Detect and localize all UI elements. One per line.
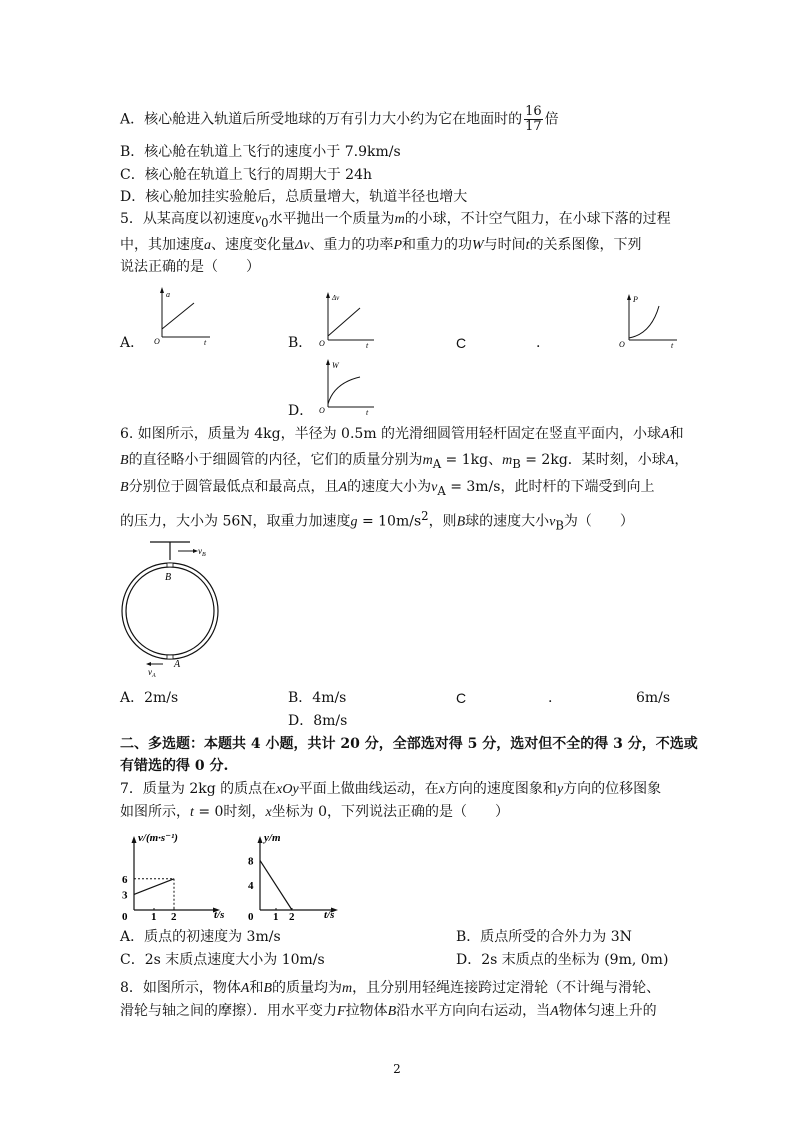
fraction-16-17 bbox=[524, 105, 543, 134]
q6-option-c-label: C bbox=[456, 690, 467, 706]
q6-text: 球的速度大小 bbox=[465, 513, 550, 530]
chart-x-axis-label: t/s bbox=[214, 909, 225, 921]
fraction-numerator: 16 bbox=[525, 104, 542, 119]
ball-a bbox=[167, 655, 173, 659]
q7-option-d: D．2s 末质点的坐标为 (9m, 0m) bbox=[456, 952, 669, 968]
q5-stem-line1 bbox=[120, 210, 671, 232]
q5-text: 的关系图像，下列 bbox=[529, 237, 642, 253]
graph-w-vs-t bbox=[316, 357, 386, 417]
q5-option-d-label: D． bbox=[288, 403, 314, 419]
q6-option-c-value: 6m/s bbox=[636, 690, 671, 706]
q7-text: 7．质量为 2kg 的质点在 bbox=[120, 781, 277, 797]
chart-y-axis-label: y/m bbox=[264, 832, 281, 844]
ball-b-label: B bbox=[165, 572, 172, 583]
var-b-obj: B bbox=[263, 981, 273, 996]
q8-text: 8．如图所示，物体 bbox=[120, 980, 241, 996]
y-axis-label: a bbox=[166, 290, 170, 299]
chart-x-axis-label: t/s bbox=[324, 909, 335, 921]
q4-option-b: B．核心舱在轨道上飞行的速度小于 7.9km/s bbox=[120, 144, 401, 160]
q7-option-c: C．2s 末质点速度大小为 10m/s bbox=[120, 952, 325, 968]
var-m: m bbox=[394, 212, 405, 227]
chart-y-tick-label: 6 bbox=[122, 873, 128, 886]
chart-x-tick-label: 0 bbox=[122, 911, 128, 923]
q5-text: 的小球，不计空气阻力，在小球下落的过程 bbox=[404, 211, 671, 227]
q7-text: = 0时刻， bbox=[193, 804, 266, 820]
var-a-obj: A bbox=[240, 981, 250, 996]
var-a: a bbox=[204, 238, 211, 253]
q6-text: ，则 bbox=[428, 513, 457, 530]
q5-option-c-label: C bbox=[456, 335, 467, 351]
q8-text: 拉物体 bbox=[345, 1003, 388, 1019]
q6-text: 分别位于圆管最低点和最高点，且 bbox=[128, 479, 339, 495]
q7-option-b: B．质点所受的合外力为 3N bbox=[456, 929, 632, 945]
q7-option-a: A．质点的初速度为 3m/s bbox=[120, 929, 281, 945]
q5-option-c-dot: . bbox=[536, 335, 541, 351]
q6-stem-line2 bbox=[120, 451, 688, 473]
var-v-a: v bbox=[431, 480, 438, 495]
q4-option-a bbox=[120, 105, 559, 134]
var-y: y bbox=[556, 782, 564, 797]
q6-stem-line3 bbox=[120, 478, 654, 500]
y-axis-arrow bbox=[326, 359, 330, 365]
q7-text: 方向的速度图象和 bbox=[444, 781, 557, 797]
q5-option-a-label: A． bbox=[120, 335, 145, 351]
velocity-a-symbol: v bbox=[148, 667, 152, 677]
q6-text: 的直径略小于细圆管的内径，它们的质量分别为 bbox=[128, 452, 423, 468]
var-g: g bbox=[350, 514, 358, 530]
var-dv: Δv bbox=[295, 238, 310, 253]
var-a-ball: A bbox=[665, 453, 675, 468]
x-axis-label: t bbox=[671, 341, 674, 350]
q6-text: 和 bbox=[669, 426, 684, 442]
q5-stem-line2 bbox=[120, 236, 642, 255]
var-x: x bbox=[438, 782, 445, 797]
var-w: W bbox=[472, 238, 484, 253]
q8-text: 和 bbox=[249, 980, 264, 996]
ball-b bbox=[167, 563, 173, 567]
var-m-a: m bbox=[422, 453, 433, 468]
q7-text: 坐标为 0，下列说法正确的是（ ） bbox=[271, 804, 510, 820]
velocity-b-sub: B bbox=[202, 552, 206, 558]
var-b-ball: B bbox=[120, 480, 129, 495]
var-m-b-sub: B bbox=[512, 456, 521, 471]
page-number: 2 bbox=[393, 1062, 401, 1076]
y-axis-arrow bbox=[160, 287, 164, 293]
q8-text: 物体匀速上升的 bbox=[558, 1003, 657, 1019]
x-axis-label: t bbox=[204, 338, 207, 347]
chart-y-tick-label: 8 bbox=[248, 855, 254, 868]
var-b-ball: B bbox=[120, 453, 129, 468]
q4-option-a-text: A．核心舱进入轨道后所受地球的万有引力大小约为它在地面时的 bbox=[120, 111, 523, 128]
chart-y-axis-label: v/(m·s⁻¹) bbox=[138, 832, 178, 844]
y-axis-label: P bbox=[633, 295, 638, 304]
q7-text: 平面上做曲线运动，在 bbox=[298, 781, 439, 797]
q5-text: 、速度变化量 bbox=[211, 237, 295, 253]
q6-text: = 3m/s，此时杆的下端受到向上 bbox=[445, 479, 655, 495]
y-axis-label: W bbox=[332, 361, 339, 370]
var-m-b: m bbox=[502, 453, 513, 468]
origin-label: O bbox=[154, 337, 160, 346]
q8-stem-line2 bbox=[120, 1002, 657, 1021]
q6-text: 6. 如图所示，质量为 4kg，半径为 0.5m 的光滑细圆管用轻杆固定在竖直平面内，小球 bbox=[120, 426, 662, 442]
q6-text: = 1kg、 bbox=[441, 452, 503, 468]
velocity-b-label bbox=[198, 546, 206, 558]
var-xoy: xOy bbox=[276, 782, 299, 797]
var-m: m bbox=[342, 981, 353, 996]
y-axis-label: Δv bbox=[332, 294, 340, 302]
q7-stem-line2 bbox=[120, 803, 509, 822]
circular-tube-diagram bbox=[118, 538, 228, 680]
q7-stem-line1 bbox=[120, 780, 661, 799]
q5-text: 与时间 bbox=[483, 237, 526, 253]
q6-text: ， bbox=[674, 452, 689, 468]
q8-text: 的质量均为 bbox=[272, 980, 343, 996]
graph-line bbox=[162, 303, 194, 329]
chart-x-tick-label: 0 bbox=[248, 911, 254, 923]
var-p: P bbox=[393, 238, 402, 253]
q5-text: 5．从某高度以初速度 bbox=[120, 211, 255, 227]
ball-a-label: A bbox=[174, 659, 181, 670]
velocity-a-arrowhead bbox=[146, 662, 151, 666]
graph-a-vs-t bbox=[150, 285, 220, 345]
x-axis-label: t bbox=[366, 341, 369, 350]
superscript-2: 2 bbox=[421, 509, 429, 523]
var-x: x bbox=[265, 805, 272, 820]
q6-option-c-dot: . bbox=[548, 690, 553, 706]
var-v0-sub: 0 bbox=[261, 215, 269, 230]
q6-text: = 10m/s bbox=[357, 513, 422, 530]
chart-y-tick-label: 4 bbox=[248, 880, 254, 893]
var-v0: v bbox=[254, 212, 262, 227]
x-axis-label: t bbox=[366, 408, 369, 417]
q6-option-b: B．4m/s bbox=[288, 690, 347, 706]
chart-x-tick-label: 1 bbox=[151, 911, 157, 923]
velocity-b-symbol: v bbox=[198, 546, 202, 556]
chart-y-arrow bbox=[132, 836, 137, 843]
q5-text: 和重力的功 bbox=[402, 237, 472, 253]
velocity-a-sub: A bbox=[152, 673, 156, 679]
chart-x-tick-label: 2 bbox=[289, 911, 295, 923]
origin-label: O bbox=[319, 406, 325, 415]
q6-option-d: D．8m/s bbox=[288, 713, 348, 729]
graph-dv-vs-t bbox=[316, 290, 386, 350]
chart-x-tick-label: 2 bbox=[171, 911, 177, 923]
q5-text: 、重力的功率 bbox=[309, 237, 394, 253]
q8-stem-line1 bbox=[120, 979, 660, 998]
graph-p-vs-t bbox=[617, 292, 687, 350]
q4-option-a-suffix: 倍 bbox=[544, 111, 559, 128]
var-t: t bbox=[190, 805, 194, 820]
fraction-denominator: 17 bbox=[525, 119, 542, 134]
q8-text: ，且分别用轻绳连接跨过定滑轮（不计绳与滑轮、 bbox=[352, 980, 661, 996]
vx-t-chart bbox=[118, 827, 248, 922]
velocity-a-label bbox=[148, 667, 156, 679]
q8-text: 滑轮与轴之间的摩擦）．用水平变力 bbox=[120, 1003, 337, 1019]
section-heading-line1: 二、多选题：本题共 4 小题，共计 20 分，全部选对得 5 分，选对但不全的得 3 分，不选或 bbox=[120, 736, 698, 752]
origin-label: O bbox=[319, 339, 325, 348]
graph-curve bbox=[629, 306, 659, 338]
chart-series-line bbox=[260, 860, 292, 910]
chart-series-line bbox=[134, 879, 174, 895]
q6-text: 的速度大小为 bbox=[347, 479, 432, 495]
graph-line bbox=[328, 308, 360, 336]
q5-option-b-label: B． bbox=[288, 335, 313, 351]
q4-option-d: D．核心舱加挂实验舱后，总质量增大，轨道半径也增大 bbox=[120, 189, 468, 205]
q4-option-c: C．核心舱在轨道上飞行的周期大于 24h bbox=[120, 167, 372, 183]
origin-label: O bbox=[619, 340, 625, 349]
q6-option-a: A．2m/s bbox=[120, 690, 179, 706]
var-a-ball: A bbox=[338, 480, 348, 495]
var-t: t bbox=[525, 238, 530, 253]
q5-text: 中，其加速度 bbox=[120, 237, 204, 253]
var-m-a-sub: A bbox=[432, 456, 442, 471]
q6-stem-line1 bbox=[120, 425, 684, 444]
y-axis-arrow bbox=[627, 294, 631, 300]
q8-text: 沿水平方向向右运动，当 bbox=[396, 1003, 551, 1019]
q6-text: 为（ ） bbox=[563, 513, 634, 530]
var-b-obj: B bbox=[387, 1004, 397, 1019]
y-t-chart bbox=[240, 827, 360, 922]
section-heading-line2: 有错选的得 0 分. bbox=[120, 758, 229, 774]
var-v-b: v bbox=[549, 514, 556, 530]
q7-text: 方向的位移图象 bbox=[563, 781, 662, 797]
graph-curve bbox=[328, 377, 360, 404]
q5-text: 水平抛出一个质量为 bbox=[268, 211, 395, 227]
y-axis-arrow bbox=[326, 292, 330, 298]
var-v-a-sub: A bbox=[437, 483, 446, 498]
chart-x-tick-label: 1 bbox=[273, 911, 279, 923]
q6-stem-line4 bbox=[120, 507, 634, 534]
q7-text: 如图所示， bbox=[120, 804, 190, 820]
chart-y-tick-label: 3 bbox=[122, 889, 128, 902]
var-b-ball: B bbox=[456, 514, 466, 530]
var-v-b-sub: B bbox=[555, 518, 564, 533]
var-a-obj: A bbox=[550, 1004, 559, 1019]
q5-stem-line3: 说法正确的是（ ） bbox=[120, 259, 260, 275]
var-a-ball: A bbox=[661, 427, 670, 442]
q6-text: = 2kg．某时刻，小球 bbox=[520, 452, 666, 468]
q6-text: 的压力，大小为 56N，取重力加速度 bbox=[120, 513, 351, 530]
var-f: F bbox=[337, 1004, 346, 1019]
chart-y-arrow bbox=[258, 836, 263, 843]
